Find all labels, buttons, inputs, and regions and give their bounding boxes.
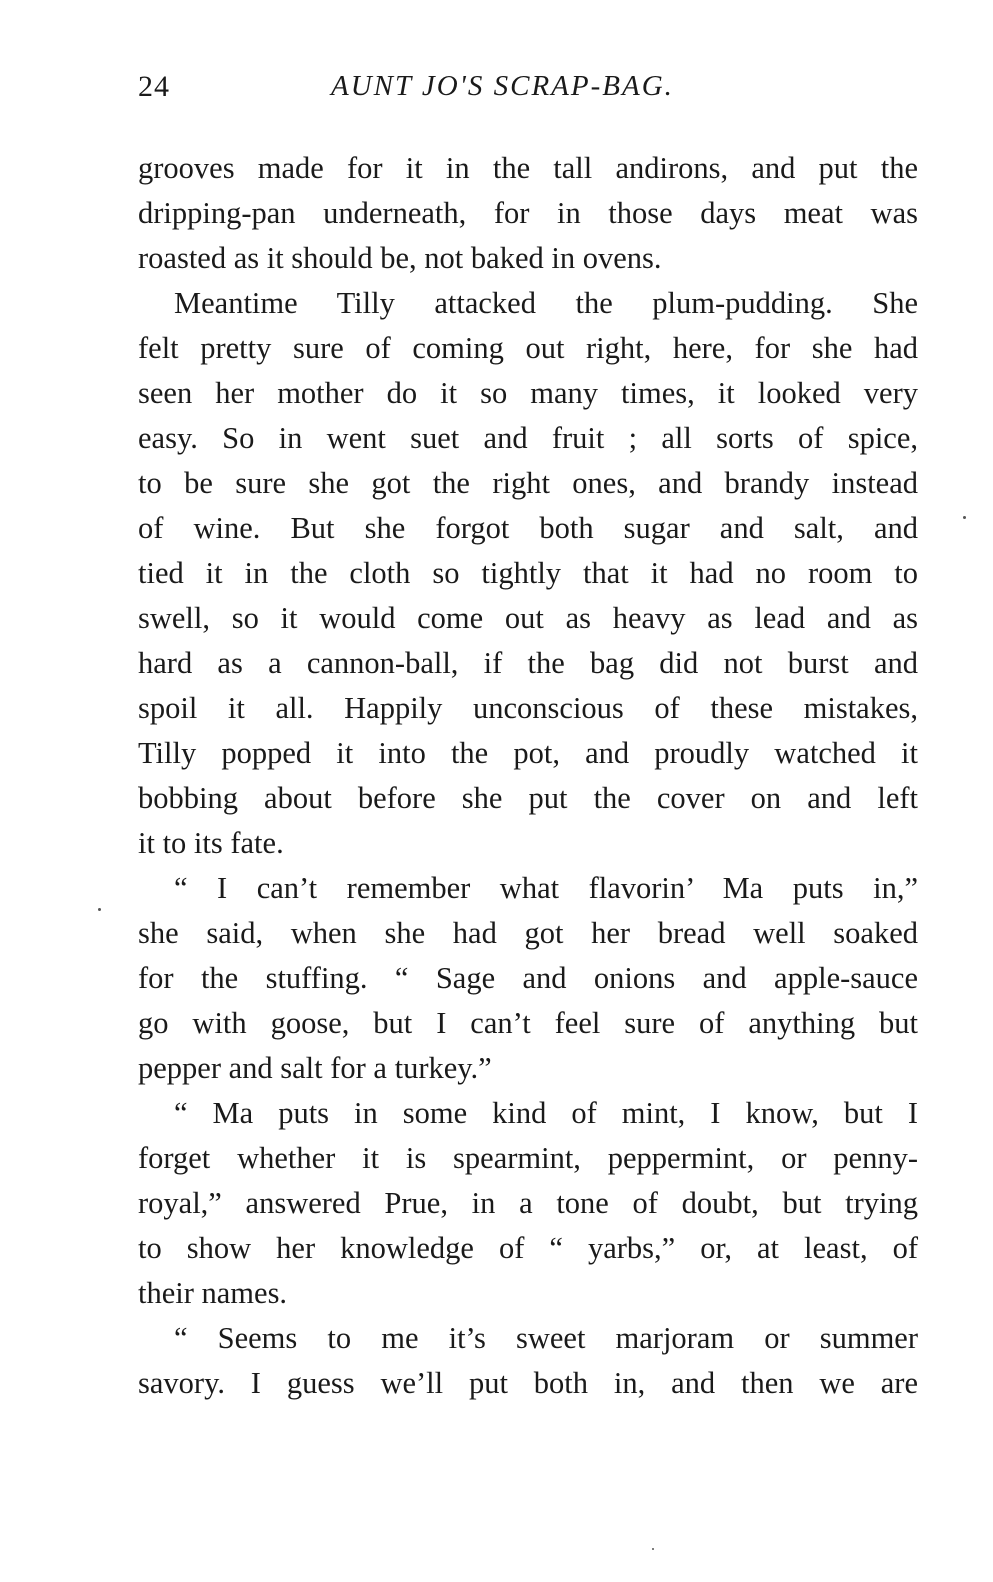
text-line: savory. I guess we’ll put both in, and then we are	[138, 1366, 918, 1400]
body-text	[138, 146, 918, 1406]
text-line: felt pretty sure of coming out right, here, for she had	[138, 331, 918, 365]
text-line: “ Ma puts in some kind of mint, I know, but I	[174, 1096, 918, 1130]
text-line: go with goose, but I can’t feel sure of anything but	[138, 1006, 918, 1040]
paper-speck	[652, 1548, 654, 1550]
text-line: pepper and salt for a turkey.”	[138, 1051, 492, 1085]
running-head	[138, 70, 928, 110]
running-title: AUNT JO'S SCRAP-BAG.	[331, 70, 674, 102]
text-line: tied it in the cloth so tightly that it had no room to	[138, 556, 918, 590]
text-line: swell, so it would come out as heavy as lead and as	[138, 601, 918, 635]
text-line: to be sure she got the right ones, and brandy instead	[138, 466, 918, 500]
text-line: “ Seems to me it’s sweet marjoram or summer	[174, 1321, 918, 1355]
paper-speck	[963, 516, 966, 519]
text-line: she said, when she had got her bread well soaked	[138, 916, 918, 950]
text-line: it to its fate.	[138, 826, 284, 860]
text-line: for the stuffing. “ Sage and onions and apple-sauce	[138, 961, 918, 995]
text-line: seen her mother do it so many times, it looked very	[138, 376, 918, 410]
text-line: bobbing about before she put the cover on and left	[138, 781, 918, 815]
text-line: spoil it all. Happily unconscious of these mistakes,	[138, 691, 918, 725]
text-line: hard as a cannon-ball, if the bag did not burst and	[138, 646, 918, 680]
text-line: roasted as it should be, not baked in ovens.	[138, 241, 662, 275]
page-number: 24	[138, 70, 170, 103]
text-line: easy. So in went suet and fruit ; all sorts of spice,	[138, 421, 918, 455]
text-line: Meantime Tilly attacked the plum-pudding. She	[174, 286, 918, 320]
paper-speck	[98, 908, 101, 911]
text-line: royal,” answered Prue, in a tone of doubt, but trying	[138, 1186, 918, 1220]
text-line: of wine. But she forgot both sugar and salt, and	[138, 511, 918, 545]
text-line: to show her knowledge of “ yarbs,” or, at least, of	[138, 1231, 918, 1265]
text-line: forget whether it is spearmint, peppermint, or penny-	[138, 1141, 918, 1175]
text-line: grooves made for it in the tall andirons, and put the	[138, 151, 918, 185]
text-line: “ I can’t remember what flavorin’ Ma puts in,”	[174, 871, 918, 905]
text-line: Tilly popped it into the pot, and proudly watched it	[138, 736, 918, 770]
text-line: their names.	[138, 1276, 288, 1310]
text-line: dripping-pan underneath, for in those days meat was	[138, 196, 918, 230]
